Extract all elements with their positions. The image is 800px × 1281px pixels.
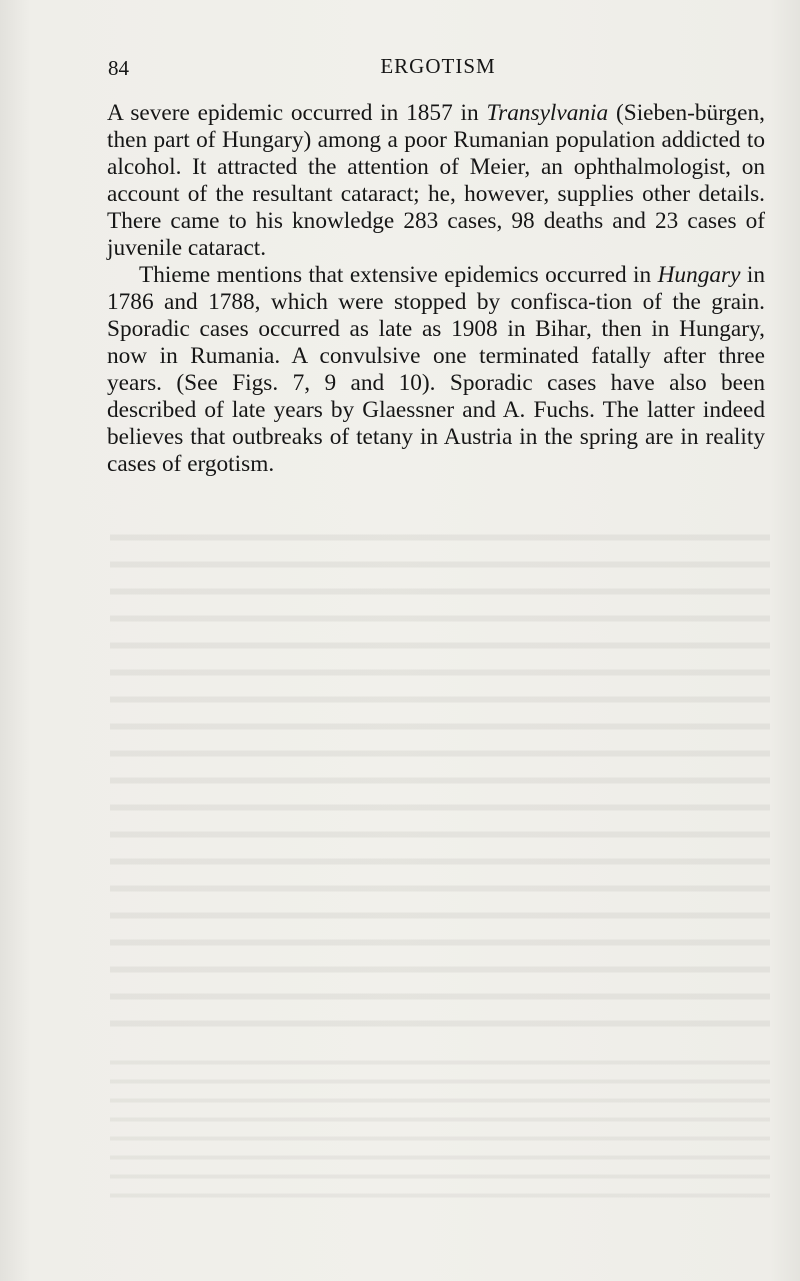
paragraph-1-text-a: A severe epidemic occurred in 1857 in	[107, 100, 487, 126]
paragraph-2-text-b: in 1786 and 1788, which were stopped by confisca-tion of the grain. Sporadic cases occurred as late as 1908 in Bihar, then in Hungary, now in Rumania. A convulsive one terminated fatally after three years. (See Figs. 7, 9 and 10). Sporadic cases have also been described of late years by Glaessner and A. Fuchs. The latter indeed believes that outbreaks of tetany in Austria in the spring are in reality cases of ergotism.	[107, 262, 765, 477]
bleed-through-footnote	[110, 1050, 770, 1210]
place-name-hungary: Hungary	[657, 262, 741, 288]
body-text	[107, 100, 765, 478]
paragraph-1	[107, 100, 765, 262]
place-name-transylvania: Transylvania	[486, 100, 609, 126]
running-head: ERGOTISM	[380, 54, 496, 78]
paragraph-1-text-b: (Sieben-bürgen, then part of Hungary) among a poor Rumanian population addicted to alcohol. It attracted the attention of Meier, an ophthalmologist, on account of the resultant cataract; he, however, supplies other details. There came to his knowledge 283 cases, 98 deaths and 23 cases of juvenile cataract.	[107, 100, 765, 261]
paragraph-2	[107, 262, 765, 478]
paragraph-2-text-a: Thieme mentions that extensive epidemics occurred in	[139, 262, 658, 288]
bleed-through-text	[110, 520, 770, 1040]
page-header	[108, 52, 768, 88]
page-number: 84	[108, 56, 129, 80]
